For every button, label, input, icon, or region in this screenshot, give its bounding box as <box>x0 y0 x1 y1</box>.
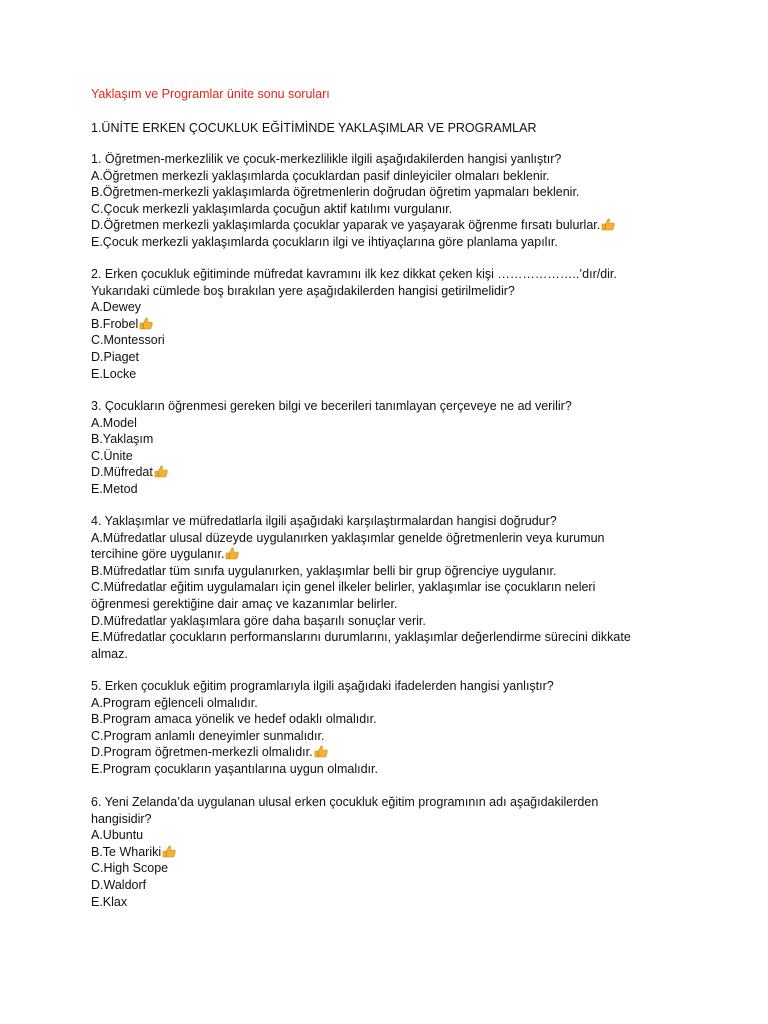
option-line <box>91 646 691 663</box>
option-line <box>91 596 691 613</box>
option-line <box>91 168 691 185</box>
line-text: A.Öğretmen merkezli yaklaşımlarda çocuklardan pasif dinleyiciler olmaları beklenir. <box>91 168 550 183</box>
line-text: D.Program öğretmen-merkezli olmalıdır. <box>91 745 313 760</box>
thumbs-up-icon <box>139 317 153 330</box>
option-line <box>91 283 691 300</box>
unit-heading: 1.ÜNİTE ERKEN ÇOCUKLUK EĞİTİMİNDE YAKLAŞIMLAR VE PROGRAMLAR <box>91 121 537 135</box>
line-text: 2. Erken çocukluk eğitiminde müfredat kavramını ilk kez dikkat çeken kişi ………………..’dır/dir. <box>91 267 617 281</box>
question-text <box>91 266 691 283</box>
line-text: 3. Çocukların öğrenmesi gereken bilgi ve becerileri tanımlayan çerçeveye ne ad verilir? <box>91 399 572 413</box>
line-text: E.Metod <box>91 481 138 496</box>
line-text: B.Frobel <box>91 316 139 331</box>
option-line <box>91 234 691 251</box>
question-1 <box>91 151 691 251</box>
thumbs-up-icon <box>154 465 168 478</box>
line-text: 6. Yeni Zelanda’da uygulanan ulusal erken çocukluk eğitim programının adı aşağıdakilerden <box>91 795 599 809</box>
option-line <box>91 366 691 383</box>
line-text: D.Piaget <box>91 349 139 364</box>
option-line <box>91 217 691 234</box>
option-line <box>91 332 691 349</box>
line-text: A.Dewey <box>91 300 142 315</box>
question-3 <box>91 398 691 498</box>
option-line <box>91 629 691 646</box>
option-line <box>91 299 691 316</box>
line-text: 4. Yaklaşımlar ve müfredatlarla ilgili aşağıdaki karşılaştırmalardan hangisi doğrudur? <box>91 514 557 528</box>
question-text <box>91 151 691 168</box>
line-text: A.Ubuntu <box>91 828 144 843</box>
option-line <box>91 860 691 877</box>
line-text: A.Müfredatlar ulusal düzeyde uygulanırken yaklaşımlar genelde öğretmenlerin veya kurumun <box>91 530 605 545</box>
line-text: C.Çocuk merkezli yaklaşımlarda çocuğun aktif katılımı vurgulanır. <box>91 201 453 216</box>
option-line <box>91 201 691 218</box>
option-line <box>91 415 691 432</box>
thumbs-up-icon <box>601 218 615 231</box>
question-5 <box>91 678 691 778</box>
line-text: E.Çocuk merkezli yaklaşımlarda çocukların ilgi ve ihtiyaçlarına göre planlama yapılır. <box>91 234 558 249</box>
thumbs-up-icon <box>162 845 176 858</box>
line-text: B.Te Whariki <box>91 844 162 859</box>
line-text: B.Müfredatlar tüm sınıfa uygulanırken, yaklaşımlar belli bir grup öğrenciye uygulanır. <box>91 563 557 578</box>
option-line <box>91 546 691 563</box>
line-text: D.Müfredatlar yaklaşımlara göre daha başarılı sonuçlar verir. <box>91 613 426 628</box>
option-line <box>91 877 691 894</box>
line-text: C.Program anlamlı deneyimler sunmalıdır. <box>91 728 325 743</box>
option-line <box>91 464 691 481</box>
question-2 <box>91 266 691 382</box>
option-line <box>91 431 691 448</box>
option-line <box>91 448 691 465</box>
option-line <box>91 695 691 712</box>
question-text <box>91 513 691 530</box>
question-text <box>91 398 691 415</box>
option-line <box>91 844 691 861</box>
thumbs-up-icon <box>314 745 328 758</box>
option-line <box>91 744 691 761</box>
line-text: E.Program çocukların yaşantılarına uygun olmalıdır. <box>91 761 378 776</box>
option-line <box>91 761 691 778</box>
question-6 <box>91 794 691 910</box>
line-text: E.Locke <box>91 366 137 381</box>
line-text: D.Müfredat <box>91 465 153 480</box>
line-text: E.Klax <box>91 894 128 909</box>
line-text: 1. Öğretmen-merkezlilik ve çocuk-merkezlilikle ilgili aşağıdakilerden hangisi yanlıştır? <box>91 152 562 166</box>
question-4 <box>91 513 691 662</box>
line-text: Yukarıdaki cümlede boş bırakılan yere aşağıdakilerden hangisi getirilmelidir? <box>91 283 515 298</box>
question-text <box>91 794 691 811</box>
thumbs-up-icon <box>225 547 239 560</box>
option-line <box>91 563 691 580</box>
option-line <box>91 827 691 844</box>
line-text: öğrenmesi gerektiğine dair amaç ve kazanımlar belirler. <box>91 596 398 611</box>
line-text: A.Program eğlenceli olmalıdır. <box>91 695 258 710</box>
option-line <box>91 481 691 498</box>
option-line <box>91 894 691 911</box>
option-line <box>91 316 691 333</box>
line-text: B.Program amaca yönelik ve hedef odaklı olmalıdır. <box>91 712 377 727</box>
line-text: B.Öğretmen-merkezli yaklaşımlarda öğretmenlerin doğrudan öğretim yapmaları beklenir. <box>91 185 580 200</box>
line-text: almaz. <box>91 646 128 661</box>
page-title: Yaklaşım ve Programlar ünite sonu soruları <box>91 87 330 101</box>
line-text: tercihine göre uygulanır. <box>91 547 225 562</box>
option-line <box>91 613 691 630</box>
line-text: B.Yaklaşım <box>91 432 154 447</box>
line-text: hangisidir? <box>91 811 152 826</box>
option-line <box>91 349 691 366</box>
line-text: D.Waldorf <box>91 877 147 892</box>
option-line <box>91 184 691 201</box>
option-line <box>91 711 691 728</box>
line-text: E.Müfredatlar çocukların performanslarını durumlarını, yaklaşımlar değerlendirme sürecini dikkate <box>91 630 631 645</box>
option-line <box>91 579 691 596</box>
question-text <box>91 678 691 695</box>
line-text: C.High Scope <box>91 861 169 876</box>
line-text: C.Müfredatlar eğitim uygulamaları için genel ilkeler belirler, yaklaşımlar ise çocukların neleri <box>91 580 596 595</box>
option-line <box>91 811 691 828</box>
line-text: D.Öğretmen merkezli yaklaşımlarda çocuklar yaparak ve yaşayarak öğrenme fırsatı bulurlar. <box>91 218 601 233</box>
line-text: C.Montessori <box>91 333 165 348</box>
line-text: A.Model <box>91 415 137 430</box>
option-line <box>91 728 691 745</box>
option-line <box>91 530 691 547</box>
line-text: 5. Erken çocukluk eğitim programlarıyla ilgili aşağıdaki ifadelerden hangisi yanlıştır? <box>91 679 554 693</box>
line-text: C.Ünite <box>91 448 133 463</box>
